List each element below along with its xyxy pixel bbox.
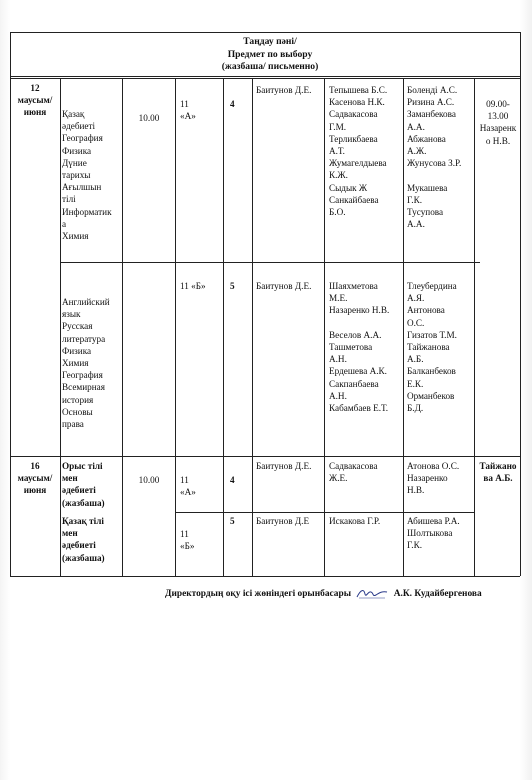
day1-examiners-b: Шаяхметова М.Е. Назаренко Н.В. Веселов А.А. Ташметова А.Н. Ердешева А.К. Сакпанбаева А.Н. Кабамбаев Е.Т. [329, 281, 390, 414]
day2-subject-b: Қазақ тілі мен әдебиеті (жазбаша) [62, 516, 105, 563]
day1-teacher-b: Баитунов Д.Е. [256, 281, 312, 291]
header-line-1: Таңдау пәні/ [243, 36, 297, 47]
day1-subjects-a: Қазақ әдебиеті География Физика Дүние тарихы Ағылшын тілі Информатик а Химия [62, 109, 112, 242]
table-line-header-bottom [10, 76, 520, 77]
table-line-top [10, 32, 520, 33]
day2-count-b: 5 [230, 516, 235, 526]
day1-teacher-a: Баитунов Д.Е. [256, 85, 312, 95]
col-line-3 [175, 78, 176, 576]
day1-class-b: 11 «Б» [180, 281, 206, 291]
signer-role: Директордың оқу ісі жөніндегі орынбасары [165, 589, 352, 599]
table-line-day2-split [175, 512, 475, 513]
col-line-5 [252, 78, 253, 576]
day2-date: 16 маусым/ июня [17, 461, 53, 496]
signature-line [165, 588, 532, 600]
header-line-2: Предмет по выбору [227, 48, 313, 60]
day1-count-a: 4 [230, 99, 235, 109]
col-line-2 [122, 78, 123, 576]
day2-assistant-b: Абишева Р.А. Шолтыкова Г.К. [407, 516, 460, 551]
day2-subject-a: Орыс тілі мен әдебиеті (жазбаша) [62, 461, 105, 508]
col-line-1 [60, 78, 61, 576]
signature-icon [355, 588, 389, 600]
day1-assistants-a: Боленді А.С. Ризина А.С. Заманбекова А.А. Абжанова А.Ж. Жунусова З.Р. Мукашева Г.К. Тусупова А.А. [407, 85, 462, 230]
day2-class-b: 11 «Б» [180, 529, 195, 552]
col-line-6 [324, 78, 325, 576]
day2-teacher-b: Баитунов Д.Е [256, 516, 310, 526]
day1-time: 10.00 [138, 113, 160, 123]
table-line-row-split [60, 262, 480, 263]
day2-examiner-a: Садвакасова Ж.Е. [329, 461, 378, 484]
day1-notes: 09.00- 13.00 Назаренк о Н.В. [479, 99, 517, 146]
day2-assistant-a: Атонова О.С. Назаренко Н.В. [407, 461, 460, 496]
signer-name: А.К. Кудайбергенова [393, 589, 482, 599]
col-line-4 [223, 78, 224, 576]
table-line-left [10, 32, 11, 576]
day2-count-a: 4 [230, 475, 235, 485]
header-line-3: (жазбаша/ письменно) [221, 61, 319, 72]
day2-class-a: 11 «А» [180, 475, 196, 498]
day1-examiners-a: Тепышева Б.С. Касенова Н.К. Садвакасова Г.М. Терликбаева А.Т. Жумагелдыева К.Ж. Сыдык Ж Санкайбаева Б.О. [329, 85, 388, 218]
day2-teacher-a: Баитунов Д.Е. [256, 461, 312, 471]
table-line-bottom [10, 576, 520, 577]
table-line-day-split [10, 456, 520, 457]
day1-class-a: 11 «А» [180, 99, 196, 122]
table-line-header-bottom-2 [10, 78, 520, 79]
day1-count-b: 5 [230, 281, 235, 291]
day2-time: 10.00 [138, 475, 160, 485]
day1-assistants-b: Тлеубердина А.Я. Антонова О.С. Гизатов Т.М. Тайжанова А.Б. Балканбеков Е.К. Орманбеков Б.Д. [407, 281, 457, 414]
header-title [200, 36, 340, 74]
table-line-right [520, 32, 521, 576]
day2-notes: Тайжано ва А.Б. [479, 461, 517, 484]
day2-examiner-b: Искакова Г.Р. [329, 516, 381, 526]
day1-subjects-b: Английский язык Русская литература Физика Химия География Всемирная история Основы права [62, 297, 110, 430]
day1-date: 12 маусым/ июня [17, 83, 53, 118]
